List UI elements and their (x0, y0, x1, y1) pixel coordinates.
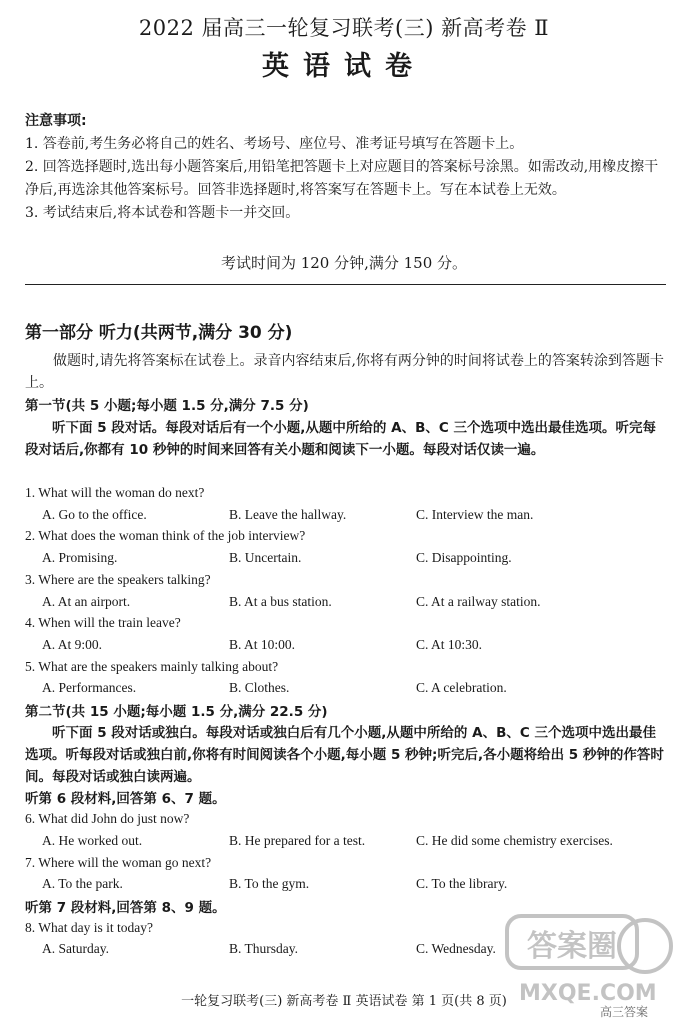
notes-section (25, 110, 665, 225)
question-5-option-b: B. Clothes. (229, 680, 290, 695)
question-1-option-b: B. Leave the hallway. (229, 507, 347, 522)
part1-intro: 做题时,请先将答案标在试卷上。录音内容结束后,你将有两分钟的时间将试卷上的答案转涂到答题卡上。 (25, 353, 664, 391)
question-2-option-b: B. Uncertain. (229, 550, 302, 565)
question-7-option-a: A. To the park. (42, 876, 123, 891)
question-7-option-b: B. To the gym. (229, 876, 310, 891)
question-6-option-c: C. He did some chemistry exercises. (416, 833, 613, 848)
question-1-option-c: C. Interview the man. (416, 507, 534, 522)
question-6-stem: 6. What did John do just now? (25, 811, 190, 826)
question-8-option-c: C. Wednesday. (416, 941, 496, 956)
question-1-option-a: A. Go to the office. (42, 507, 147, 522)
subject-title: 英语试卷 (262, 51, 426, 82)
notes-item-3: 3. 考试结束后,将本试卷和答题卡一并交回。 (25, 205, 300, 221)
notes-item-2: 2. 回答选择题时,选出每小题答案后,用铅笔把答题卡上对应题目的答案标号涂黑。如需改动,用橡皮擦干净后,再选涂其他答案标号。回答非选择题时,将答案写在答题卡上。写在本试卷上无效。 (25, 159, 659, 198)
question-8-stem: 8. What day is it today? (25, 920, 153, 935)
section2-title: 第二节(共 15 小题;每小题 1.5 分,满分 22.5 分) (25, 704, 328, 720)
question-5-option-a: A. Performances. (42, 680, 137, 695)
watermark-note: 高三答案 (600, 1005, 649, 1019)
watermark-logo-icon (505, 910, 675, 1010)
exam-time-line: 考试时间为 120 分钟,满分 150 分。 (220, 254, 468, 272)
question-8-option-a: A. Saturday. (42, 941, 109, 956)
question-2-stem: 2. What does the woman think of the job interview? (25, 528, 306, 543)
watermark-site-text: MXQE.COM (519, 981, 657, 1006)
question-4-stem: 4. When will the train leave? (25, 615, 181, 630)
question-7-option-c: C. To the library. (416, 876, 508, 891)
question-1-stem: 1. What will the woman do next? (25, 485, 205, 500)
page-footer: 一轮复习联考(三) 新高考卷 Ⅱ 英语试卷 第 1 页(共 8 页) (181, 994, 507, 1009)
divider-rule (25, 284, 666, 285)
question-2-option-a: A. Promising. (42, 550, 118, 565)
question-7-stem: 7. Where will the woman go next? (25, 855, 212, 870)
notes-heading: 注意事项: (25, 113, 87, 129)
watermark-logo-text: 答案圈 (527, 929, 617, 964)
question-4-option-a: A. At 9:00. (42, 637, 103, 652)
section1-desc: 听下面 5 段对话。每段对话后有一个小题,从题中所给的 A、B、C 三个选项中选出最佳选项。听完每段对话后,你都有 10 秒钟的时间来回答有关小题和阅读下一小题。每段对话仅读一遍。 (25, 420, 656, 458)
part1-title: 第一部分 听力(共两节,满分 30 分) (25, 323, 293, 343)
question-8-option-b: B. Thursday. (229, 941, 298, 956)
question-5-stem: 5. What are the speakers mainly talking about? (25, 659, 279, 674)
material-7-heading: 听第 7 段材料,回答第 8、9 题。 (25, 900, 226, 916)
question-3-option-a: A. At an airport. (42, 594, 131, 609)
question-3-option-c: C. At a railway station. (416, 594, 541, 609)
question-3-stem: 3. Where are the speakers talking? (25, 572, 211, 587)
question-5-option-c: C. A celebration. (416, 680, 507, 695)
section2-desc: 听下面 5 段对话或独白。每段对话或独白后有几个小题,从题中所给的 A、B、C 三个选项中选出最佳选项。听每段对话或独白前,你将有时间阅读各个小题,每小题 5 秒钟;听完后,各小题将给出 5 秒钟的作答时间。每段对话或独白读两遍。 (25, 725, 664, 785)
notes-item-1: 1. 答卷前,考生务必将自己的姓名、考场号、座位号、准考证号填写在答题卡上。 (25, 136, 524, 152)
question-6-option-b: B. He prepared for a test. (229, 833, 366, 848)
exam-title: 2022 届高三一轮复习联考(三) 新高考卷 Ⅱ (138, 16, 550, 40)
section1-title: 第一节(共 5 小题;每小题 1.5 分,满分 7.5 分) (25, 398, 309, 414)
question-4-option-c: C. At 10:30. (416, 637, 483, 652)
question-2-option-c: C. Disappointing. (416, 550, 512, 565)
question-3-option-b: B. At a bus station. (229, 594, 332, 609)
question-6-option-a: A. He worked out. (42, 833, 143, 848)
question-4-option-b: B. At 10:00. (229, 637, 296, 652)
material-6-heading: 听第 6 段材料,回答第 6、7 题。 (25, 791, 226, 807)
